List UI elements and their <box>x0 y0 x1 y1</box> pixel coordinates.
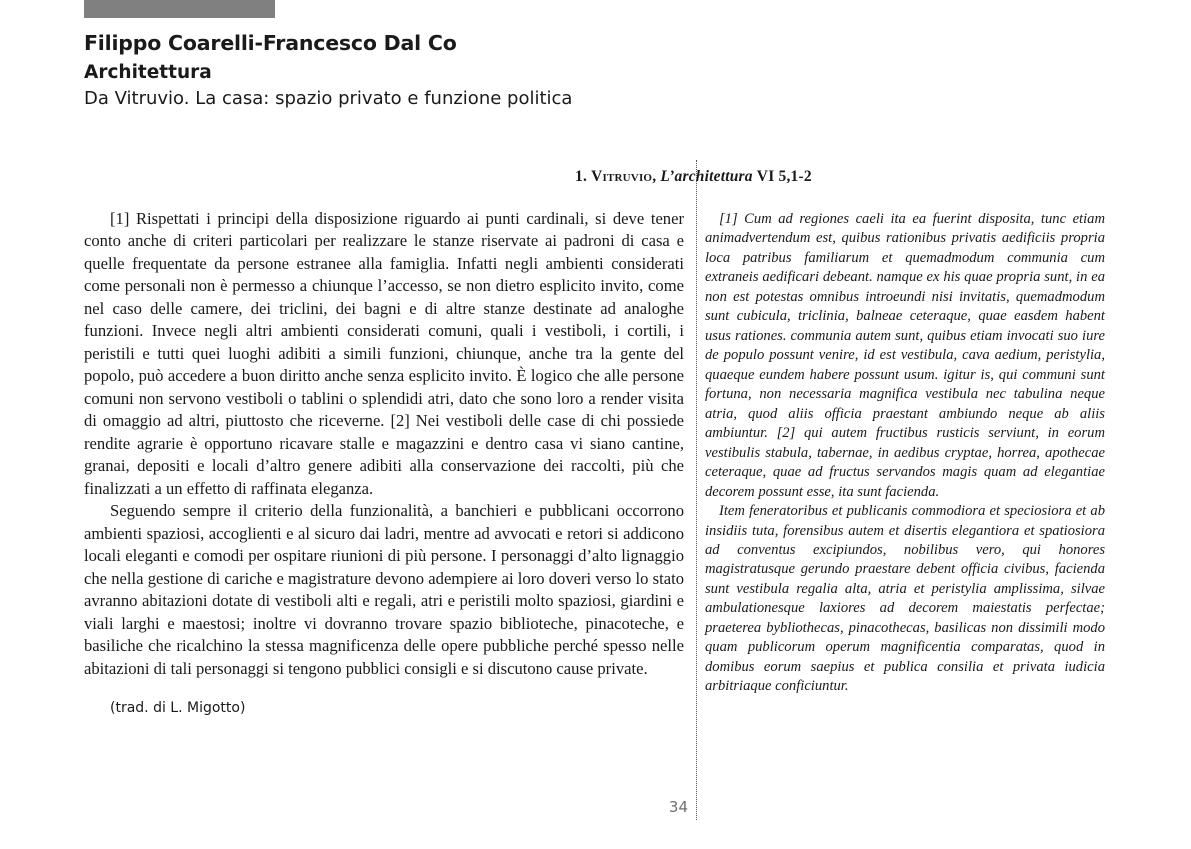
paragraph: [1] Rispettati i principi della disposizione riguardo ai punti cardinali, si deve tener conto anche di criteri particolari per realizzare le stanze riservate ai padroni di casa e quelle frequentate da persone estranee alla famiglia. Infatti negli ambienti considerati come personali non è permesso a chiunque l’accesso, se non dietro esplicito invito, come nel caso delle camere, dei triclini, dei bagni e di altre stanze destinate ad analoghe funzioni. Invece negli altri ambienti considerati comuni, quali i vestiboli, i cortili, i peristili e tutti quei luoghi adibiti a simili funzioni, chiunque, anche tra la gente del popolo, può accedere a buon diritto anche senza esplicito invito. È logico che alle persone comuni non servono vestiboli o tablini o splendidi atri, dato che sono loro a render visita di omaggio ad altri, piuttosto che riceverne. [2] Nei vestiboli delle case di chi possiede rendite agrarie è opportuno ricavare stalle e magazzini e dentro casa vi siano cantine, granai, depositi e locali d’altro genere adibiti alla conservazione dei raccolti, più che finalizzati a un effetto di raffinata eleganza. <box>84 209 684 498</box>
authors-line: Filippo Coarelli-Francesco Dal Co <box>84 31 457 55</box>
series-title: Architettura <box>84 61 212 83</box>
source-reference: VI 5,1-2 <box>756 168 812 185</box>
source-citation <box>575 168 1105 186</box>
paragraph: [1] Cum ad regiones caeli ita ea fuerint disposita, tunc etiam animadvertendum est, quibus rationibus privatis aedificiis propria loca patribus familiarum et quemadmodum communia cum extraneis aedificari debeant. namque ex his quae propria sunt, in ea non est potestas omnibus introeundi nisi invitatis, quemadmodum sunt cubicula, triclinia, balneae ceteraque, quae easdem habent usus rationes. communia autem sunt, quibus etiam invocati suo iure de populo possunt venire, id est vestibula, cava aedium, peristylia, quaeque eundem habere possunt usum. igitur is, qui communi sunt fortuna, non necessaria magnifica vestibula nec tabulina neque atria, quod aliis officia praestant ambiundo neque ab aliis ambiuntur. [2] qui autem fructibus rusticis serviunt, in eorum vestibulis stabula, tabernae, in aedibus cryptae, horrea, apothecae ceteraque, quae ad fructus servandos magis quam ad elegantiae decorem possunt esse, ita sunt facienda. <box>705 211 1105 500</box>
translator-note: (trad. di L. Migotto) <box>110 700 246 717</box>
paragraph: Seguendo sempre il criterio della funzionalità, a banchieri e pubblicani occorrono ambienti spaziosi, accoglienti e al sicuro dai ladri, mentre ad avvocati e retori si addicono locali eleganti e comodi per ospitare riunioni di più persone. I personaggi d’alto lignaggio che nella gestione di cariche e magistrature devono adempiere ai loro doveri verso lo stato avranno abitazioni dotate di vestiboli alti e regali, atri e peristili molto spaziosi, giardini e viali larghi e maestosi; inoltre vi dovranno trovare spazio biblioteche, pinacoteche, e basiliche che ricalchino la stessa magnificenza delle opere pubbliche perché spesso nelle abitazioni di tali personaggi si tengono pubblici consigli e si discutono cause private. <box>84 501 684 678</box>
page-number: 34 <box>668 798 688 816</box>
page-header <box>84 30 884 111</box>
source-work: L’architettura <box>660 168 753 185</box>
italian-translation-column <box>84 208 684 718</box>
page-title: Da Vitruvio. La casa: spazio privato e funzione politica <box>84 87 573 109</box>
paragraph: Item feneratoribus et publicanis commodiora et speciosiora et ab insidiis tuta, forensibus autem et disertis elegantiora et spatiosiora ad conventus excipiundos, nobilibus vero, qui honores magistratusque gerundo praestare debent officia civibus, facienda sunt vestibula regalia alta, atria et peristylia amplissima, silvae ambulationesque laxiores ad decorem maiestatis perfectae; praeterea bybliothecas, pinacothecas, basilicas non dissimili modo quam publicorum operum magnificentia comparatas, quod in domibus eorum saepius et publica consilia et privata iudicia arbitriaque conficiuntur. <box>705 503 1105 695</box>
latin-original-column <box>705 210 1105 697</box>
header-accent-bar <box>84 0 275 18</box>
source-author: Vitruvio, <box>591 168 657 185</box>
column-divider <box>696 160 697 820</box>
source-number: 1. <box>575 168 588 185</box>
